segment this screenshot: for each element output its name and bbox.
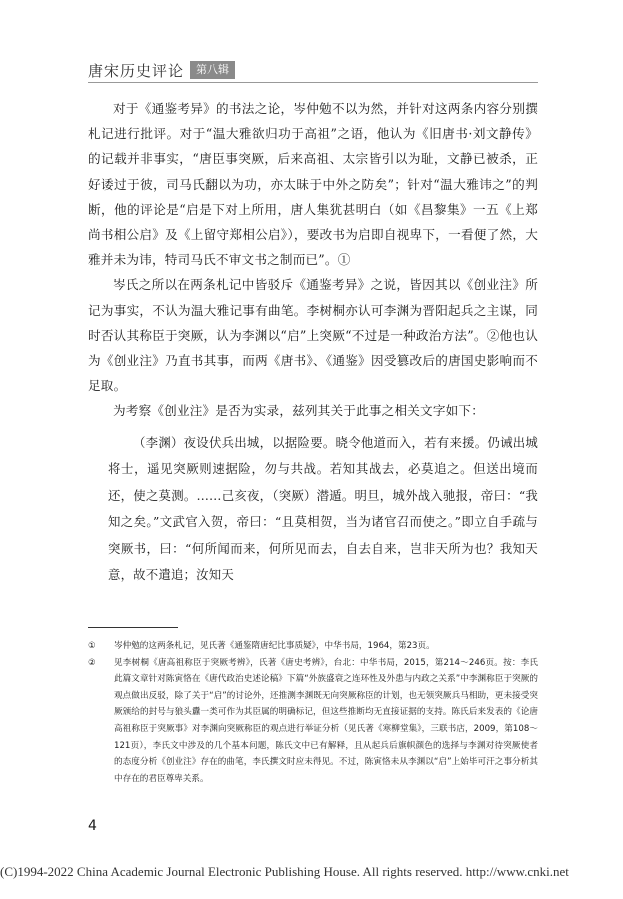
footnote-mark: ① (88, 641, 96, 651)
issue-badge: 第八辑 (190, 61, 235, 79)
footnote-mark: ② (88, 657, 96, 668)
body-paragraph: 岑氏之所以在两条札记中皆驳斥《通鉴考异》之说，皆因其以《创业注》所记为事实，不认为温大雅记事有曲笔。李树桐亦认可李渊为晋阳起兵之主谋，同时否认其称臣于突厥，认为李渊以“启”上突厥“不过是一种政治方法”。②他也认为《创业注》乃直书其事，而两《唐书》、《通鉴》因受篡改后的唐国史影响而不足取。 (88, 277, 538, 394)
journal-title: 唐宋历史评论 (88, 61, 185, 80)
footnote-text: 见李树桐《唐高祖称臣于突厥考辨》，氏著《唐史考辨》，台北：中华书局，2015，第214～246页。按：李氏此篇文章针对陈寅恪在《唐代政治史述论稿》下篇“外族盛衰之连环性及外患与内政之关系”中李渊称臣于突厥的观点做出反驳，除了关于“启”的讨论外，还推测李渊既无向突厥称臣的计划，也无领突厥兵马相助，更未接受突厥颁给的封号与狼头纛一类可作为其臣属的明确标记，但这些推断均无直接证据的支持。陈氏后来发表的《论唐高祖称臣于突厥事》对李渊向突厥称臣的观点进行举证分析（见氏著《寒柳堂集》，三联书店，2009，第108～121页），李氏文中涉及的几个基本问题，陈氏文中已有解释，且从起兵后旗帜颜色的选择与李渊对待突厥使者的态度分析《创业注》存在的曲笔，李氏撰文时应未得见。不过，陈寅恪未从李渊以“启”上始毕可汗之事分析其中存在的君臣尊卑关系。 (114, 657, 538, 784)
footnote-2 (88, 655, 538, 788)
footnote-text: 岑仲勉的这两条札记，见氏著《通鉴隋唐纪比事质疑》，中华书局，1964，第23页。 (114, 641, 435, 651)
page-number: 4 (88, 818, 97, 834)
header-rule (88, 82, 538, 83)
footnote-rule (88, 627, 178, 628)
body-paragraph: 对于《通鉴考异》的书法之论，岑仲勉不以为然，并针对这两条内容分别撰札记进行批评。对于“温大雅欲归功于高祖”之语，他认为《旧唐书·刘文静传》的记载并非事实，“唐臣事突厥，后来高祖、太宗皆引以为耻，文静已被杀，正好诿过于彼，司马氏翻以为功，亦太昧于中外之防矣”；针对“温大雅讳之”的判断，他的评论是“启是下对上所用，唐人集犹甚明白（如《昌黎集》一五《上郑尚书相公启》及《上留守郑相公启》），要改书为启即自视卑下，一看便了然，大雅并未为讳，特司马氏不审文书之制而已”。① (88, 101, 538, 268)
block-quote: （李渊）夜设伏兵出城，以据险要。晓令他道而入，若有来援。仍诫出城将士，遥见突厥则速据险，勿与共战。若知其战去，必莫追之。但送出境而还，使之莫测。……己亥夜，（突厥）潜遁。明旦，城外战入驰报，帝曰：“我知之矣。”文武官入贺，帝曰：“且莫相贺，当为诸官召而使之。”即立自手疏与突厥书，曰：“何所闻而来，何所见而去，自去自来，岂非天所为也？我知天意，故不遣追；汝知天 (108, 434, 538, 583)
copyright-line: (C)1994-2022 China Academic Journal Electronic Publishing House. All rights reserved. http://www.cnki.net (0, 864, 569, 879)
body-paragraph: 为考察《创业注》是否为实录，兹列其关于此事之相关文字如下： (113, 403, 485, 419)
running-header (88, 58, 538, 82)
main-text (88, 96, 538, 589)
footnotes (88, 638, 538, 787)
footnote-1 (88, 638, 538, 655)
